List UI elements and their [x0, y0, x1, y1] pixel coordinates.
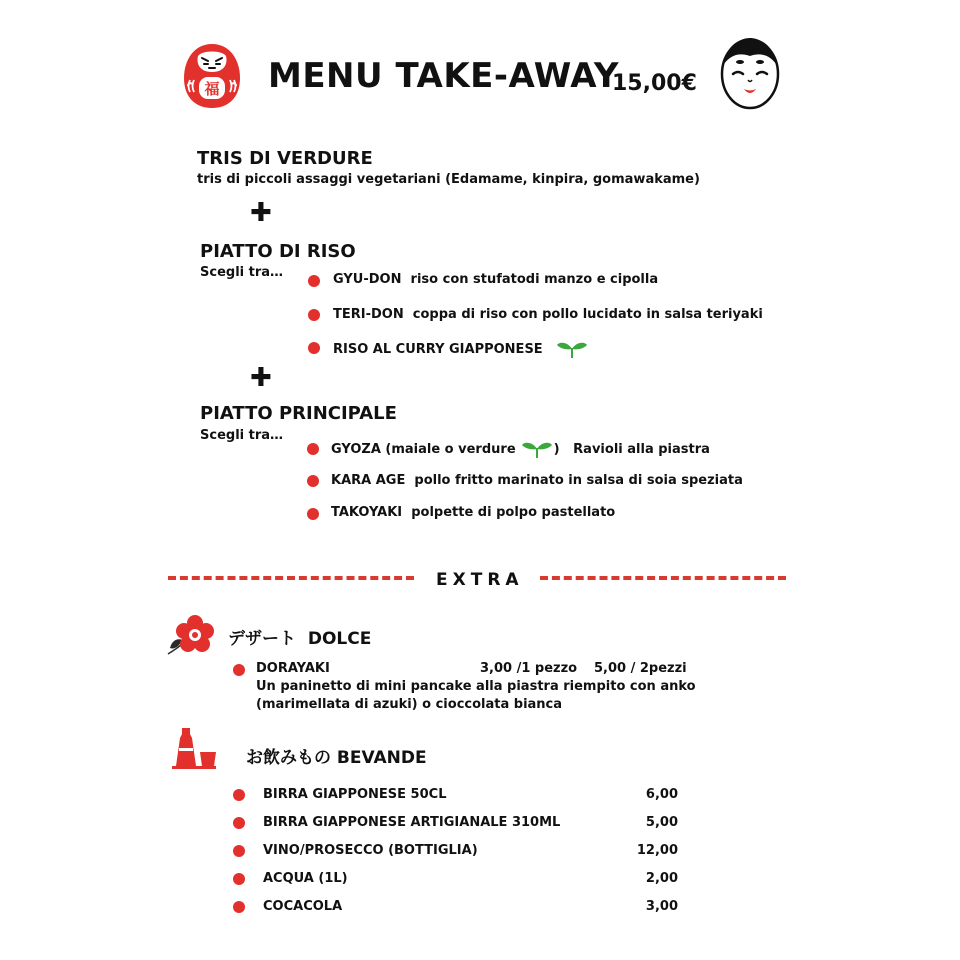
- menu-item: [331, 473, 743, 488]
- bullet-icon: [308, 309, 320, 321]
- dolce-desc-line2: (marimellata di azuki) o cioccolata bianca: [256, 697, 563, 712]
- item-name-close: ): [553, 441, 560, 457]
- drink-price: 6,00: [645, 787, 678, 802]
- item-name: GYOZA (maiale o verdure: [331, 441, 516, 457]
- dolce-title-jp: デザート: [228, 629, 296, 649]
- vegetarian-sprout-icon: [520, 439, 554, 459]
- item-desc: Ravioli alla piastra: [573, 441, 710, 457]
- dolce-title-it: DOLCE: [307, 629, 372, 649]
- drink-name: BIRRA GIAPPONESE 50CL: [263, 787, 447, 802]
- section-title-principale: PIATTO PRINCIPALE: [200, 403, 397, 424]
- menu-item: [333, 339, 589, 359]
- drink-price: 3,00: [645, 899, 678, 914]
- item-name: TAKOYAKI: [331, 505, 403, 520]
- svg-text:福: 福: [204, 80, 220, 98]
- item-desc: polpette di polpo pastellato: [411, 505, 616, 520]
- dolce-price-2: 5,00 / 2pezzi: [594, 661, 687, 676]
- item-name: KARA AGE: [331, 473, 406, 488]
- dolce-price-1: 3,00 /1 pezzo: [480, 661, 578, 676]
- section-desc-verdure: tris di piccoli assaggi vegetariani (Edamame, kinpira, gomawakame): [197, 172, 700, 187]
- bevande-title: [246, 743, 427, 768]
- choose-label-principale: Scegli tra…: [200, 428, 284, 443]
- dolce-title: [228, 624, 371, 649]
- bullet-icon: [233, 664, 245, 676]
- item-name: GYU-DON: [333, 272, 402, 287]
- menu-title: MENU TAKE-AWAY: [268, 56, 619, 96]
- drink-name: ACQUA (1L): [263, 871, 348, 886]
- item-desc: coppa di riso con pollo lucidato in salsa teriyaki: [412, 307, 763, 322]
- item-name: TERI-DON: [333, 307, 404, 322]
- drink-price: 2,00: [645, 871, 678, 886]
- bullet-icon: [233, 873, 245, 885]
- menu-item: [333, 272, 658, 287]
- drink-price: 12,00: [636, 843, 678, 858]
- divider-left: [168, 576, 414, 580]
- section-title-verdure: TRIS DI VERDURE: [197, 148, 373, 169]
- bullet-icon: [307, 475, 319, 487]
- drink-name: BIRRA GIAPPONESE ARTIGIANALE 310ML: [263, 815, 561, 830]
- dolce-item-name: DORAYAKI: [256, 661, 330, 676]
- item-name: RISO AL CURRY GIAPPONESE: [333, 341, 543, 357]
- okame-mask-icon: [718, 34, 782, 112]
- vegetarian-sprout-icon: [555, 339, 589, 359]
- bullet-icon: [307, 443, 319, 455]
- drink-name: COCACOLA: [263, 899, 343, 914]
- bullet-icon: [308, 342, 320, 354]
- drink-name: VINO/PROSECCO (BOTTIGLIA): [263, 843, 478, 858]
- choose-label-riso: Scegli tra…: [200, 265, 284, 280]
- menu-item: [333, 307, 763, 322]
- sake-bottle-icon: [170, 726, 220, 770]
- section-title-riso: PIATTO DI RISO: [200, 241, 356, 262]
- plus-icon: ✚: [250, 363, 272, 393]
- bullet-icon: [233, 817, 245, 829]
- bevande-title-it: BEVANDE: [336, 748, 427, 768]
- drink-price: 5,00: [645, 815, 678, 830]
- bullet-icon: [233, 845, 245, 857]
- menu-price: 15,00€: [612, 71, 697, 96]
- item-desc: riso con stufatodi manzo e cipolla: [410, 272, 659, 287]
- camellia-flower-icon: [164, 614, 214, 656]
- extra-label: EXTRA: [436, 570, 524, 590]
- bullet-icon: [307, 508, 319, 520]
- bullet-icon: [233, 901, 245, 913]
- menu-item: [331, 505, 615, 520]
- divider-right: [540, 576, 786, 580]
- item-desc: pollo fritto marinato in salsa di soia speziata: [414, 473, 743, 488]
- bullet-icon: [308, 275, 320, 287]
- bullet-icon: [233, 789, 245, 801]
- bevande-title-jp: お飲みもの: [246, 748, 331, 768]
- dolce-desc-line1: Un paninetto di mini pancake alla piastra riempito con anko: [256, 679, 696, 694]
- daruma-icon: [180, 40, 244, 112]
- menu-item: [331, 439, 710, 459]
- plus-icon: ✚: [250, 198, 272, 228]
